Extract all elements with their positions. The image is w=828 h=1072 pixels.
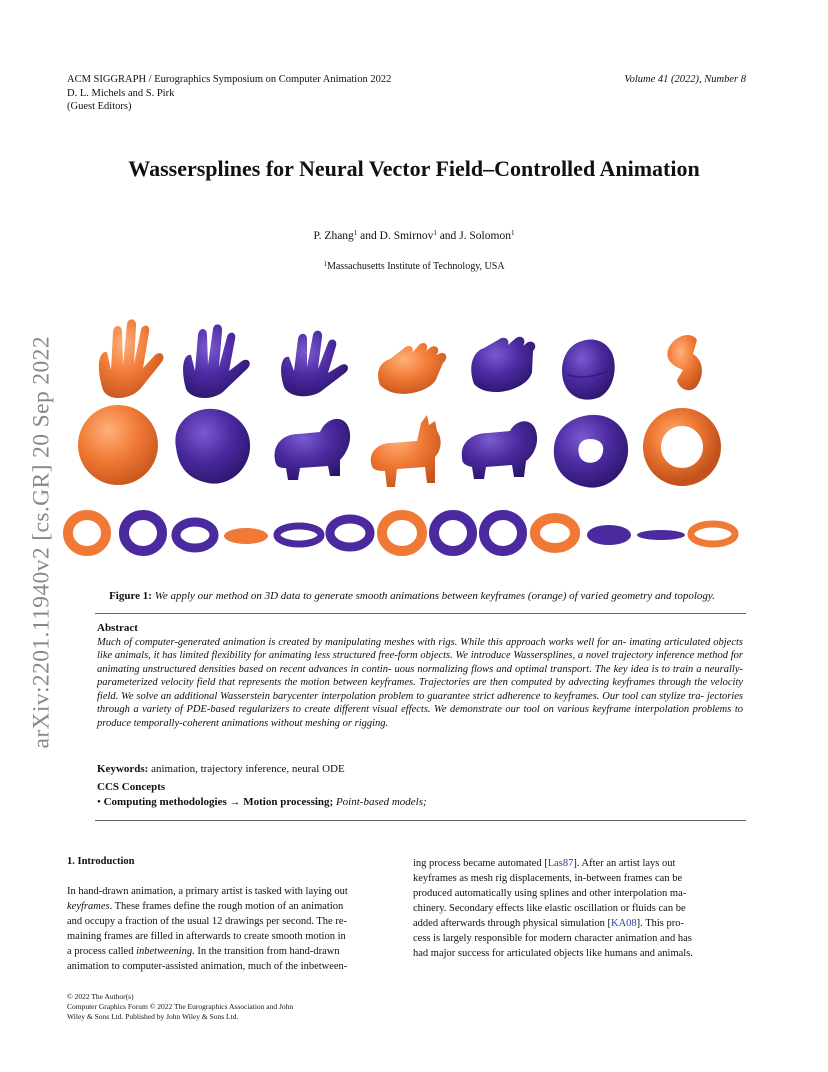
footer-line: © 2022 The Author(s) [67,992,134,1001]
intro-text: chinery. Secondary effects like elastic oscillation or fluids can be [413,903,686,914]
hand-keyframe-2 [378,343,446,394]
author-name: J. Solomon [459,230,511,242]
abstract [97,622,743,730]
author-separator: and [357,230,380,242]
torus-keyframe [652,417,712,477]
intro-left-column [67,884,389,974]
animal-inbetween [275,419,351,480]
divider-bottom [95,820,746,821]
author-affil-mark: 1 [353,229,358,237]
small-torus-keyframe [535,518,575,548]
intro-text-line [413,931,747,946]
abstract-line: the motion between keyframes. Trajectories are then computed by advecting keyframes through the velocity field. We solve an [97,677,744,702]
abstract-line: jectories through a variety of PDE-based regularizers to create different visual effects. We demonstrate our tool on various [97,690,743,715]
intro-text: keyframes [67,901,110,912]
copyright-footer [67,992,293,1022]
keywords-label: Keywords: [97,763,149,775]
small-torus [124,515,162,551]
abstract-heading: Abstract [97,622,138,634]
figure-caption-text: We apply our method on 3D data to generate smooth animations between keyframes (orange) of varied geometry and topology. [154,590,715,602]
ccs-subcategory: Motion processing; [243,796,334,808]
intro-text: animation to computer-assisted animation, much of the inbetween- [67,961,348,972]
author-affil-mark: 1 [433,229,437,237]
intro-text: ing process became automated [ [413,858,548,869]
small-torus [637,530,685,540]
citation-link[interactable]: KA08 [611,918,637,929]
footer-line: Computer Graphics Forum © 2022 The Eurographics Association and John [67,1002,294,1011]
author-separator: and [436,230,460,242]
intro-text: keyframes as mesh rig displacements, in-between frames can be [413,873,683,884]
affiliation-text: Massachusetts Institute of Technology, USA [326,261,505,272]
ccs-detail: Point-based models; [333,796,427,808]
ccs-category: Computing methodologies [103,796,227,808]
intro-text: and occupy a fraction of the usual 12 drawings per second. The re- [67,916,347,927]
hand-inbetween [471,337,535,392]
animal-keyframe [371,415,441,487]
abstract-line: uous normalizing flows and optimal transport. The key idea is to train a neurally-parameterized velocity field that represents [97,663,744,688]
small-torus [330,519,370,547]
hand-inbetween [281,331,348,397]
intro-text: cess is largely responsible for modern character animation and has [413,933,692,944]
intro-text-line [413,901,747,916]
abstract-line: Wassersplines, a novel trajectory inference method for animating unstructured densities based on recent advances in contin- [97,650,744,675]
abstract-body [97,636,743,731]
abstract-line: Much of computer-generated animation is created by manipulating meshes with rigs. While this approach works well for an- [97,636,627,648]
figure-label: Figure 1: [109,590,152,602]
sphere-keyframe [78,405,158,485]
hand-keyframe-3 [667,335,702,390]
intro-text-line [413,856,747,871]
small-torus [434,515,472,551]
animal-inbetween [462,421,537,479]
intro-text: . These frames define the rough motion of an animation [109,901,344,912]
abstract-line: keyframe interpolation problems to produce temporally-coherent animations without meshing or rigging. [97,704,744,729]
intro-text: inbetweening [136,946,193,957]
author-list [0,230,828,242]
hand-inbetween [183,324,250,398]
divider-top [95,613,746,614]
volume-info: Volume 41 (2022), Number 8 [624,74,746,85]
intro-text-line [413,916,747,931]
small-torus-keyframe [691,524,735,544]
ccs-heading: CCS Concepts [97,781,166,793]
arxiv-stamp: arXiv:2201.11940v2 [cs.GR] 20 Sep 2022 [28,336,55,749]
intro-text-line [67,899,389,914]
affiliation [0,261,828,272]
intro-text: . In the transition from hand-drawn [192,946,340,957]
section-heading: 1. Introduction [67,856,135,867]
intro-text: In hand-drawn animation, a primary artist is tasked with laying out [67,886,348,897]
header-line: D. L. Michels and S. Pirk [67,87,175,99]
intro-text-line [413,946,747,961]
hand-inbetween [562,340,615,400]
abstract-line: additional Wasserstein barycenter interpolation problem to guarantee strict adherence to keyframes. Our tool can stylize tra- [174,690,704,702]
ccs-bullet: • [97,796,104,808]
header-line: ACM SIGGRAPH / Eurographics Symposium on Computer Animation 2022 [67,74,392,85]
small-torus [176,522,214,548]
intro-text: produced automatically using splines and other interpolation ma- [413,888,687,899]
small-torus-keyframe [382,515,422,551]
torus-inbetween [554,415,628,488]
figure-1-image [60,315,760,565]
author-affil-mark: 1 [510,229,515,237]
small-torus [587,525,631,545]
keywords-text: animation, trajectory inference, neural ODE [148,763,345,775]
intro-text: maining frames are filled in afterwards to create smooth motion in [67,931,346,942]
intro-text: added afterwards through physical simulation [ [413,918,611,929]
intro-text: ]. This pro- [636,918,685,929]
ccs-concepts [97,780,427,810]
citation-link[interactable]: Las87 [547,858,574,869]
intro-text-line [67,944,389,959]
intro-text: a process called [67,946,137,957]
intro-text-line [67,914,389,929]
header-line: (Guest Editors) [67,101,132,112]
intro-text: had major success for articulated objects like humans and animals. [413,948,693,959]
intro-text-line [67,884,389,899]
affiliation-mark: 1 [323,260,327,268]
sphere-inbetween [175,409,250,484]
small-torus [484,515,522,551]
hand-keyframe-1 [99,319,164,398]
small-torus-keyframe [68,515,106,551]
intro-text-line [67,929,389,944]
small-torus-keyframe [224,528,268,544]
author-name: P. Zhang [313,230,354,242]
ccs-item [97,795,427,810]
intro-text-line [67,959,389,974]
author-name: D. Smirnov [379,230,434,242]
ccs-arrow: → [226,796,244,808]
figure-caption [72,590,752,602]
intro-text: ]. After an artist lays out [573,858,676,869]
small-torus [277,526,321,544]
keywords [97,763,345,775]
intro-right-column [413,856,747,961]
footer-line: Wiley & Sons Ltd. Published by John Wiley & Sons Ltd. [67,1012,239,1021]
journal-header [67,73,391,114]
paper-title: Wassersplines for Neural Vector Field–Controlled Animation [128,156,700,181]
intro-text-line [413,871,747,886]
torus-row [68,515,735,551]
abstract-line: imating articulated objects like animals, it has limited flexibility for animating less structured free-form objects. We introduce [97,636,743,661]
intro-text-line [413,886,747,901]
